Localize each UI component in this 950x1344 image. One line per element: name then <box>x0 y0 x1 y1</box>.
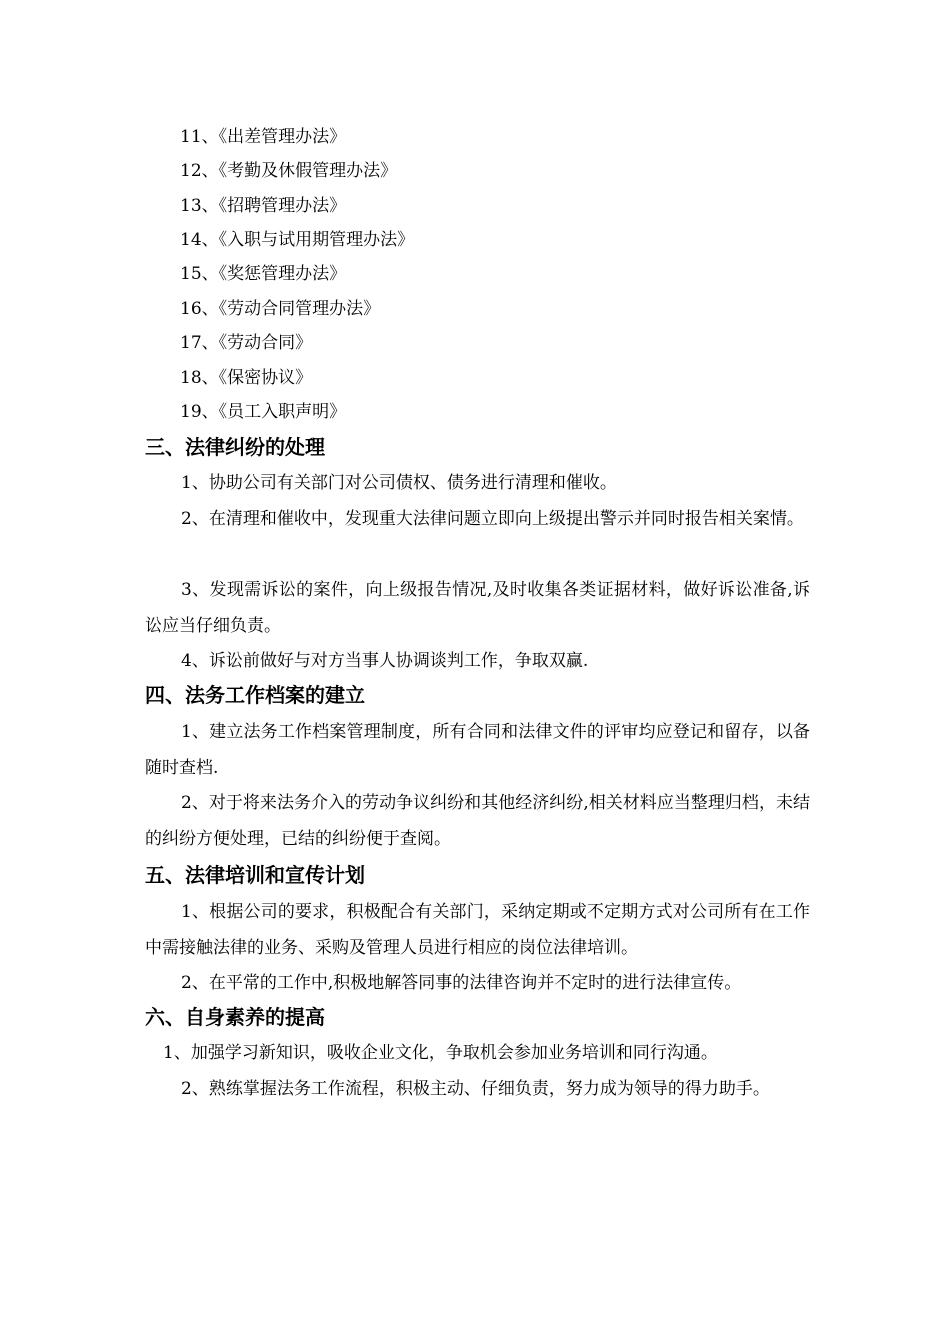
paragraph: 2、在平常的工作中,积极地解答同事的法律咨询并不定时的进行法律宣传。 <box>181 973 742 993</box>
list-item: 11、《出差管理办法》 <box>180 127 347 147</box>
section-heading: 三、法律纠纷的处理 <box>145 435 325 459</box>
paragraph: 2、熟练掌握法务工作流程，积极主动、仔细负责，努力成为领导的得力助手。 <box>181 1079 770 1099</box>
paragraph: 1、建立法务工作档案管理制度，所有合同和法律文件的评审均应登记和留存，以备随时查档. <box>145 722 810 778</box>
list-item: 12、《考勤及休假管理办法》 <box>180 161 398 181</box>
list-item: 18、《保密协议》 <box>180 368 313 388</box>
paragraph: 3、发现需诉讼的案件，向上级报告情况,及时收集各类证据材料，做好诉讼准备,诉讼应当仔细负责。 <box>145 580 810 636</box>
paragraph: 1、根据公司的要求，积极配合有关部门，采纳定期或不定期方式对公司所有在工作中需接触法律的业务、采购及管理人员进行相应的岗位法律培训。 <box>145 902 810 958</box>
section-heading: 六、自身素养的提高 <box>145 1005 325 1029</box>
list-item: 19、《员工入职声明》 <box>180 402 347 422</box>
list-item: 17、《劳动合同》 <box>180 333 313 353</box>
list-item: 14、《入职与试用期管理办法》 <box>180 230 415 250</box>
paragraph: 2、在清理和催收中，发现重大法律问题立即向上级提出警示并同时报告相关案情。 <box>181 509 804 529</box>
section-heading: 四、法务工作档案的建立 <box>145 683 365 707</box>
list-item: 16、《劳动合同管理办法》 <box>180 299 381 319</box>
paragraph: 2、对于将来法务介入的劳动争议纠纷和其他经济纠纷,相关材料应当整理归档，未结的纠纷方便处理，已结的纠纷便于查阅。 <box>145 793 810 849</box>
paragraph: 4、诉讼前做好与对方当事人协调谈判工作，争取双赢. <box>181 651 589 671</box>
paragraph: 1、加强学习新知识，吸收企业文化，争取机会参加业务培训和同行沟通。 <box>163 1043 718 1063</box>
paragraph: 1、协助公司有关部门对公司债权、债务进行清理和催收。 <box>181 473 617 493</box>
section-heading: 五、法律培训和宣传计划 <box>145 863 365 887</box>
list-item: 13、《招聘管理办法》 <box>180 196 347 216</box>
list-item: 15、《奖惩管理办法》 <box>180 264 347 284</box>
